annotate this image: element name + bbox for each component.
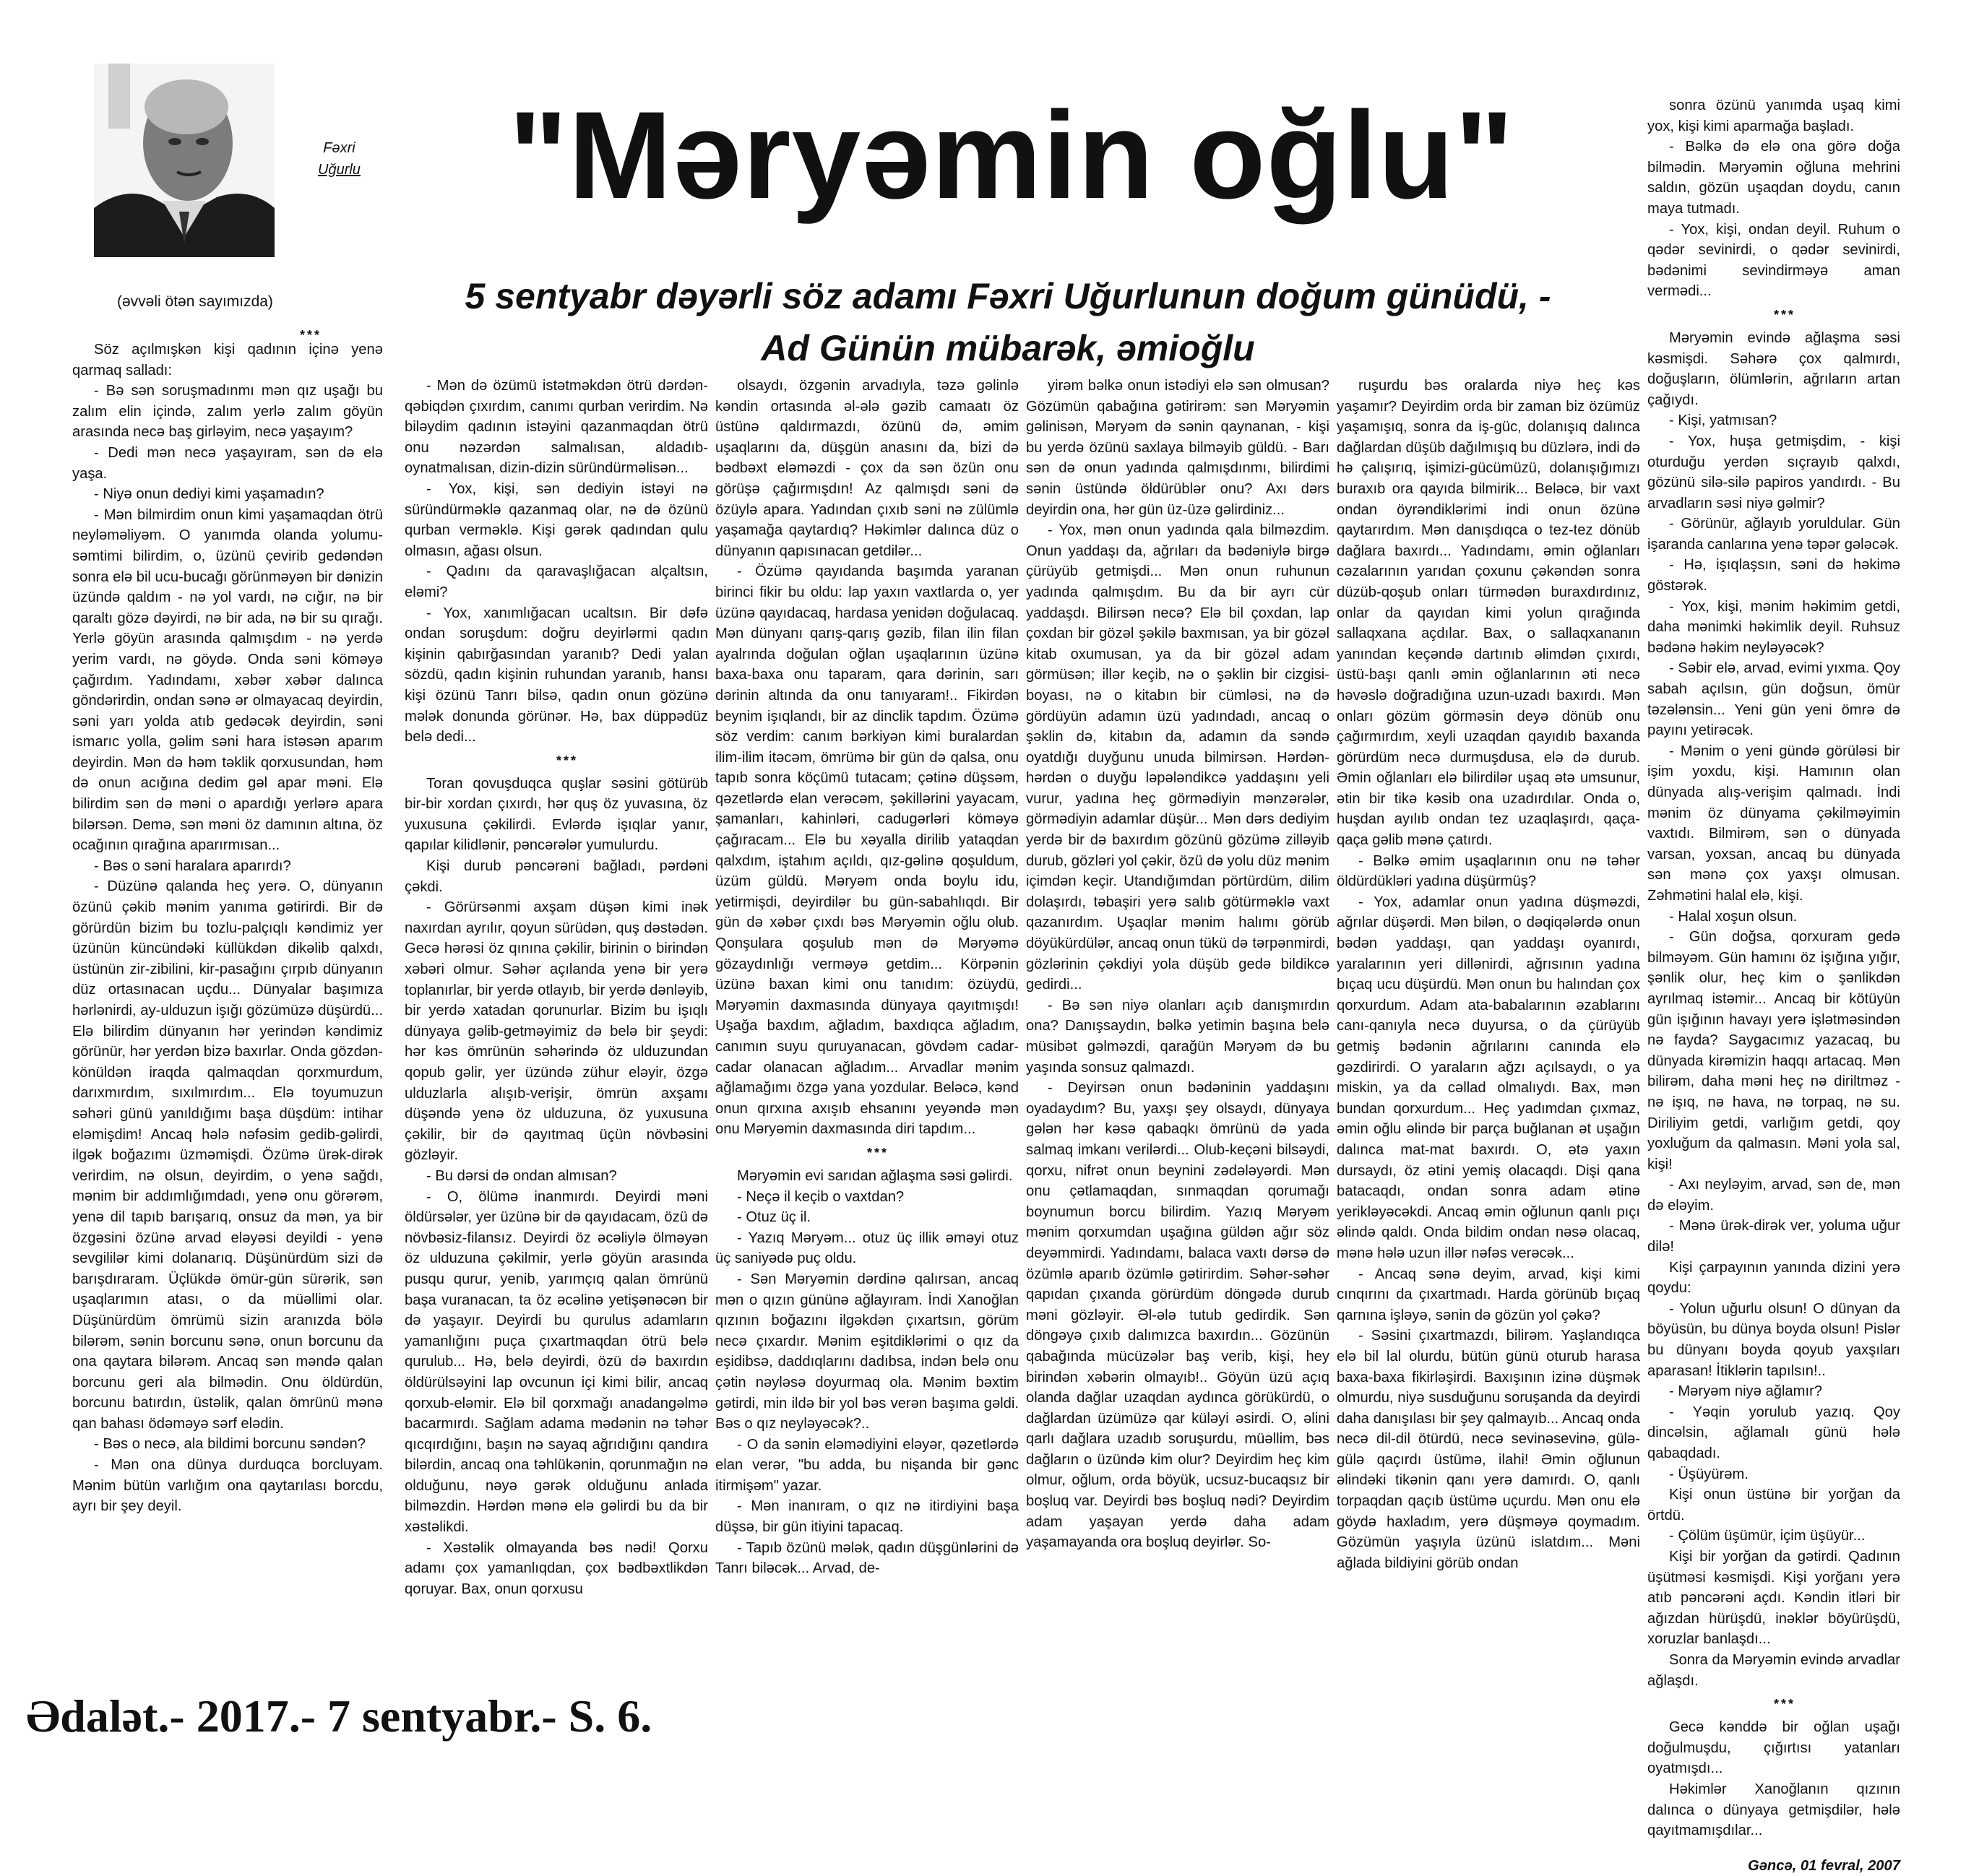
article-paragraph: - Yolun uğurlu olsun! O dünyan da böyüsün, bu dünya boyda olsun! Pislər bu dünyanı boyda qoyub yaxşıları aparasan! İtiklərin tapılsın!.. [1647, 1300, 1900, 1379]
section-separator: *** [1773, 307, 1795, 322]
article-paragraph: - Halal xoşun olsun. [1669, 908, 1798, 925]
article-paragraph: - Gün doğsa, qorxuram gedə bilməyəm. Gün hamını öz işığına yığır, şənlik olur, heç kim o şənlikdən ayrılmaq istəmir... Ancaq bir kötüyün gün işığının havayı yerə işlətməsindən nə fayda? Saygacımız yazacaq, bu dünyada kirəmizin haqqı artacaq. Mən bilirəm, daha məni heç nə diriltməz - nə işıq, nə hava, nə torpaq, nə su. Diriliyim getdi, varlığım getdi, qoy yoxluğum da qalmasın. Məni yola sal, kişi! [1647, 929, 1900, 1172]
article-paragraph: - Bu dərsi də ondan almısan? [426, 1167, 617, 1184]
article-paragraph: ruşurdu bəs oralarda niyə heç kəs yaşamır? Deyirdim orda bir zaman biz özümüz yaşamışıq, sonra da iş-güc, dolanışıq dalınca dağlardan düşüb dağılmışıq bu düzlərə, indi də hə çalışırıq, işimizi-gücümüzü, dolanışığımızı buraxıb ora qayıda bilmirik... Beləcə, bir vaxt ondan öyrəndiklərimi indi onun özünə qaytarırdım. Mən danışdıqca o tez-tez dönüb dağlara baxırdı... Yadındamı, əmin oğlanları cəzalarının yarıdan çoxunu çəkəndən sonra düzüb-qoşub onları türmədən buraxdırdınız, onlar da qayıdan kimi yolun qırağında sallaqxana açdılar. Bax, o sallaqxananın yanından keçəndə dartınıb əlimdən çıxırdı, üstü-başı qanlı əmin oğlanlarının əti necə həvəslə doğradığına uzun-uzadı baxırdı. Mən onları gözüm görməsin deyə dönüb onu çağırmırdım, xeyli uzaqdan qayıdıb baxanda görürdüm necə durmuşdusa, elə də durub. Əmin oğlanları elə bilirdilər uşaq ətə umsunur, ətin bir tikə kəsib ona uzadırdılar. Onda o, huşdan ayılıb ondan tez uzaqlaşırdı, qaça-qaça gəlib mənə çatırdı. [1337, 378, 1640, 849]
article-paragraph: - Kişi, yatmısan? [1669, 412, 1777, 429]
article-paragraph: - Yox, kişi, mənim həkimim getdi, daha mənimki həkimlik deyil. Ruhsuz bədənə həkim neyləyəcək? [1647, 598, 1900, 656]
article-paragraph: - Bəs o səni haralara aparırdı? [94, 857, 291, 874]
article-paragraph: - Məryəm niyə ağlamır? [1669, 1383, 1823, 1400]
article-signature: Gəncə, 01 fevral, 2007 [1748, 1857, 1900, 1874]
article-paragraph: - Özümə qayıdanda başımda yaranan birinci fikir bu oldu: lap yaxın vaxtlarda o, yer üzünə qayıdacaq, hardasa yenidən doğulacaq. Mən dünyanı qarış-qarış gəzib, filan ilin filan ayalrında doğulan oğlan uşaqlarının üzünə baxa-baxa onu taparam, qara dərinin, sarı dərinin altında da onu tanıyaram!.. Fikirdən beynim işıqlandı, bir az dinclik tapdım. Özümə söz verdim: canım bərkiyən kimi buralardan ilim-ilim itəcəm, ömrümə bir gün də qalsa, onu tapıb sonra köçümü tutacam; çətinə düşsəm, qəzetlərdə elan verəcəm, şəkillərini yayacam, şamanları, kahinləri, cadugərləri köməyə çağıracam... Elə bu xəyalla dirilib yataqdan qalxdım, iştahım açıldı, qız-gəlinə qoşuldum, üzüm güldü. Məryəm onda boylu idu, yetirmişdi, deyirdilər bu gün-sabahlıqdı. Bir gün də xəbər çıxdı bəs Məryəmin oğlu olub. Qonşulara qoşulub mən də Məryəmə gözaydınlığı verməyə getdim... Körpənin üzünə baxan kimi onu tanıdım: özüydü, Məryəmin daxmasında dünyaya qayıtmışdı! Uşağa baxdım, ağladım, baxdıqca ağladım, canımın suyu quruyanacan, gövdəm cadar-cadar olanacan ağladım... Arvadlar mənim ağlamağımı özgə yana yozdular. Beləcə, kənd onun qırxına axışıb ehsanını yeyəndə mən onu Məryəmin daxmasında diri tapdım... [715, 563, 1019, 1138]
article-paragraph: - Düzünə qalanda heç yerə. O, dünyanın özünü çəkib mənim yanıma gətirirdi. Bir də görürdün bizim bu tozlu-palçıqlı kəndimiz yer üzünün küncündəki küllükdən dikəlib qalxdı, üstünün zir-zibilini, kir-pasağını çırpıb dünyanın düz ortasınacan uçdu... Dünyalar başımıza hərlənirdi, ay-ulduzun işığı gözümüzə düşürdü... Elə bilirdim dünyanın hər yerindən kəndimiz görünür, hər yerdən bizə baxırlar. Onda gözdən-könüldən iraqda qalmaqdan qorxmurdum, darıxmırdım, sıxılmırdım... Elə toyumuzun səhəri günü yanıldığımı başa düşdüm: intihar eləmişdim! Ancaq hələ nəfəsim gedib-gəlirdi, ilgək boğazımı üzməmişdi. Özümə ürək-dirək verirdim, nə olsun, deyirdim, o yenə sağdı, mənim bir addımlığımdadı, yenə onu görərəm, yenə dil tapıb barışarıq, onsuz da mən, ya bir özgəsini özünə arvad eləyəsi deyildi - yenə sevgililər kimi dolanarıq. Düşünürdüm sizi də barışdıraram. Üçlükdə ömür-gün sürərik, sən uşaqlarımın atası, o da müəllimi olar. Düşünürdüm ömrümü sizin aranızda bölə bilərəm, sənin borcunu sənə, onun borcunu da ona qaytara bilərəm. Ancaq sən məndə qalan borcunu geri ala bilmədin. Onu öldürdün, borcunu batırdın, üstəlik, qalan ömrünü mənə qan bahası ödəməyə sərf elədin. [72, 878, 383, 1432]
section-separator: *** [299, 328, 322, 342]
article-paragraph: - Yazıq Məryəm... otuz üç illik əməyi otuz üç saniyədə puç oldu. [715, 1229, 1019, 1267]
author-photo [94, 64, 275, 257]
author-first-name: Fəxri [323, 140, 355, 156]
article-paragraph: - Mən inanıram, o qız nə itirdiyini başa düşsə, bir gün itiyini tapacaq. [715, 1498, 1019, 1536]
article-paragraph: - O, ölümə inanmırdı. Deyirdi məni öldürsələr, yer üzünə bir də qayıdacam, özü də növbəsiz-filansız. Deyirdi öz əcəliylə ölməyən öz ulduzuna çəkilmir, yerlə göyün arasında pusqu qurur, yenib, yarımçıq qalan ömrünü başa vuranacan, ta öz əcəlinə yetişənəcən bir də yaşayır. Deyirdi bu qurulus adamların yamanlığını puça çıxartmaqdan ötrü belə qurulub... Hə, belə deyirdi, özü də baxırdın öldürülsəyini lap ovcunun içi kimi bilir, ancaq qorxub-eləmir. Elə bil qorxmağı anadangəlmə bacarmırdı. Sağlam adama mədənin nə təhər qıcqırdığını, başın nə sayaq ağrıdığını qandıra bilərdin, ancaq ona təhlükənin, qorunmağın nə olduğunu, nəyə gərək olduğunu anlada bilməzdin. Hərdən mənə elə gəlirdi bu da bir xəstəlikdi. [405, 1188, 708, 1536]
article-paragraph: - Niyə onun dediyi kimi yaşamadın? [94, 486, 324, 503]
article-paragraph: - Xəstəlik olmayanda bəs nədi! Qorxu adamı çox yamanlıqdan, çox bədbəxtlikdən qoruyar. Bax, onun qorxusu [405, 1539, 708, 1597]
article-paragraph: Kişi onun üstünə bir yorğan da örtdü. [1647, 1487, 1900, 1523]
article-paragraph: - Neçə il keçib o vaxtdan? [737, 1188, 905, 1205]
article-column-4 [1026, 376, 1329, 1647]
subtitle-line-2: Ad Günün mübarək, əmioğlu [761, 328, 1255, 368]
article-paragraph: yirəm bəlkə onun istədiyi elə sən olmusan? Gözümün qabağına gətirirəm: sən Məryəmin gəlinisən, Məryəm də sənin qaynanan, - kişi bu yerdə özünü saxlaya bilməyib güldü. - Barı sən də onun yadında qalmışdınmı, bilirdimi sənin üstündə öldürüblər onu? Axı dərs deyirdin ona, hər gün üz-üzə gəlirdiniz... [1026, 378, 1329, 518]
author-last-name: Uğurlu [318, 162, 361, 178]
section-separator: *** [866, 1145, 889, 1160]
article-paragraph: sonra özünü yanımda uşaq kimi yox, kişi kimi aparmağa başladı. [1647, 98, 1900, 134]
author-byline [318, 137, 361, 181]
article-paragraph: - Hə, işıqlaşsın, səni də həkimə göstərək. [1647, 557, 1900, 595]
article-subtitle [462, 270, 1553, 374]
article-column-2 [405, 376, 708, 1647]
article-paragraph: - Bə sən niyə olanları açıb danışmırdın ona? Danışsaydın, bəlkə yetimin başına belə müsibət gəlməzdi, qarağün Məryəm də bu yaşında sonsuz qalmazdı. [1026, 997, 1329, 1076]
article-paragraph: - Tapıb özünü mələk, qadın düşgünlərini də Tanrı biləcək... Arvad, de- [715, 1539, 1019, 1577]
article-paragraph: Söz açılmışkən kişi qadının içinə yenə qarmaq salladı: [72, 342, 383, 379]
article-paragraph: - Görürsənmi axşam düşən kimi inək naxırdan ayrılır, qoyun sürüdən, quş dəstədən. Gecə hərəsi öz qınına çəkilir, birinin o birindən xəbəri olmur. Səhər açılanda yenə bir yerə toplanırlar, bir yerdə otlayıb, bir yerdə dənləyib, bir yerdə xatadan qorunurlar. Bizim bu işıqlı dünyaya gəlib-getməyimiz də belə bir şeydi: hər kəs ömrünün səhərində öz ulduzundan qopub gəlir, yer üzündə zühur eləyir, özgə ulduzlarla alışıb-verişir, ömrün axşamı düşəndə yenə öz ulduzuna, öz yuxusuna çəkilir, bir də qayıtmaq üçün növbəsini gözləyir. [405, 899, 708, 1164]
article-paragraph: Kişi durub pəncərəni bağladı, pərdəni çəkdi. [405, 858, 708, 895]
article-paragraph: - Ancaq sənə deyim, arvad, kişi kimi cınqırını da çıxartmadı. Harda görünüb bıçaq qarnına işləyə, sənin də gözün yol çəkə? [1337, 1266, 1640, 1323]
publication-source: Ədalət.- 2017.- 7 sentyabr.- S. 6. [26, 1690, 652, 1742]
article-paragraph: Kişi bir yorğan da gətirdi. Qadının üşütməsi kəsmişdi. Kişi yorğanı yerə atıb pəncərəni açdı. Kəndin itləri bir ağızdan hürüşdü, inəklər böyürüşdü, xoruzlar banlaşdı... [1647, 1548, 1900, 1648]
article-paragraph: - Yox, mən onun yadında qala bilməzdim. Onun yaddaşı da, ağrıları da bədəniylə birgə çürüyüb getmişdi... Mən onun ruhunun yadında qalmışdım. Bu da bir ayrı cür yaddaşdı. Bilirsən necə? Elə bil çoxdan, lap çoxdan bir gözəl şəkilə baxmısan, ya bir gözəl kitab oxumusan, ya da bir gözəl adam görmüsən; illər keçib, nə o şəklin bir cizgisi-boyası, nə o kitabın bir cümləsi, nə də gördüyün adamın üzü yadındadı, ancaq o şəklin də, kitabın da, adamın da səndə oyatdığı duyğunu unuda bilmirsən. Hərdən-hərdən o duyğu ləpələndikcə yaddaşını yeli vurur, yadına heç görmədiyin mənzərələr, görmədiyin adamlar düşür... Mən dərs dediyim yerdə bir də baxırdım gözünü gözümə zilləyib durub, gözləri yol çəkir, özü də yolu düz mənim içimdən keçir. Utandığımdan pörtürdüm, dilim dolaşırdı, təbaşiri yerə salıb götürməklə vaxt qazanırdım. Uşaqlar mənim halımı görüb döyükürdülər, ancaq onun tükü də tərpənmirdi, gözlərinin çəkdiyi yola düşüb gedə bildikcə gedirdi... [1026, 522, 1329, 993]
article-column-5 [1337, 376, 1640, 1647]
article-paragraph: - Görünür, ağlayıb yoruldular. Gün işaranda canlarına yenə təpər gələcək. [1647, 516, 1900, 553]
section-separator: *** [556, 753, 578, 768]
article-paragraph: - Otuz üç il. [737, 1209, 811, 1226]
article-paragraph: - Mənə ürək-dirək ver, yoluma uğur dilə! [1647, 1218, 1900, 1255]
article-paragraph: Sonra da Məryəmin evində arvadlar ağlaşdı. [1647, 1651, 1900, 1689]
article-paragraph: - Yox, adamlar onun yadına düşməzdi, ağrılar düşərdi. Mən bilən, o dəqiqələrdə onun bədən yaddaşı, qan yaddaşı oyanırdı, yaralarının yeri dillənirdi, ağrısının yadına bıçaq ucu düşürdü. Mən onun bu halından çox qorxurdum. Adam ata-babalarının əzablarını canı-qanıyla necə duyursa, o da çürüyüb getmiş bədənin ağrılarını canında elə gəzdirirdi. O yaraların ağzı açılsaydı, o ya miskin, ya da cəllad olmalıydı. Bax, mən bundan qorxurdum... Heç yadımdan çıxmaz, əmin oğlu əlində bir parça buğlanan ət uşağın dalınca mat-mat baxırdı. O, ətə yaxın dursaydı, öz ətini yemiş olacaqdı. Dişi qana batacaqdı, ondan sonra adam ətinə yerikləyəcəkdi. Ancaq əmin oğlunun qanlı pıçı əlində qaldı. Onda bildim ondan nəsə olacaq, mənə hələ uzun illər nəfəs verəcək... [1337, 894, 1640, 1261]
article-title: "Məryəmin oğlu" [509, 86, 1514, 225]
article-paragraph: - Bə sən soruşmadınmı mən qız uşağı bu zalım elin içində, zalım yerlə zalım göyün arasında necə baş girləyim, necə yaşayım? [72, 383, 383, 441]
article-paragraph: - Qadını da qaravaşlığacan alçaltsın, eləmi? [405, 563, 708, 600]
section-separator: *** [1773, 1697, 1795, 1712]
article-paragraph: Kişi çarpayının yanında dizini yerə qoydu: [1647, 1259, 1900, 1297]
article-paragraph: - Üşüyürəm. [1669, 1466, 1749, 1482]
article-paragraph: - Mən ona dünya durduqca borcluyam. Mənim bütün varlığım ona qaytarılası borcdu, ayrı bir şey deyil. [72, 1457, 383, 1515]
article-paragraph: - Mənim o yeni gündə görüləsi bir işim yoxdu, kişi. Hamının olan dünyada alış-verişim qalmadı. İndi mənim öz dünyama çəkilməyimin vaxtıdı. Bilmirəm, sən o dünyada varsan, yoxsan, ancaq bu dünyada sən mənə çox yaxşı olmusan. Zəhmətini halal elə, kişi. [1647, 743, 1900, 904]
article-column-3 [715, 376, 1019, 1647]
article-paragraph: - Yox, xanımlığacan ucaltsın. Bir dəfə ondan soruşdum: doğru deyirlərmi qadın kişinin qabırğasından yaranıb? Dedi yalan sözdü, qadın kişinin ruhundan yaranıb, hansı kişi özünü Tanrı bilsə, qadın onun gözünə mələk donunda görünər. Hə, bax düppədüz belə dedi... [405, 605, 708, 745]
article-column-6 [1647, 95, 1900, 1874]
article-paragraph: Həkimlər Xanoğlanın qızının dalınca o dünyaya getmişdilər, hələ qayıtmamışdılar... [1647, 1781, 1900, 1839]
article-paragraph: - Dedi mən necə yaşayıram, sən də elə yaşa. [72, 444, 383, 482]
article-paragraph: - Səsini çıxartmazdı, bilirəm. Yaşlandıqca elə bil lal olurdu, bütün günü oturub harasa baxa-baxa fikirləşirdi. Baxışının izinə düşmək olmurdu, niyə susduğunu soruşanda da deyirdi daha danışılası bir şey qalmayıb... Ancaq onda necə dil-dil ötürdü, necə sevinəsevinə, gülə-gülə qaçırdı üstümə, ilahi! Əmin oğlunun əlindəki tikənin qanı yerə damırdı. O, qanlı torpaqdan qaçıb üstümə uçurdu. Mən onu elə göydə haxladım, yerə düşməyə qoymadım. Gözümün yaşıyla üzünü islatdım... Məni ağlada bildiyini görüb ondan [1337, 1328, 1640, 1571]
article-paragraph: - Səbir elə, arvad, evimi yıxma. Qoy sabah açılsın, gün doğsun, ömür təzələnsin... Yeni gün yeni ömrə də payını yetirəcək. [1647, 660, 1900, 739]
article-paragraph: - Bəs o necə, ala bildimi borcunu səndən? [94, 1436, 366, 1453]
author-portrait-image [94, 64, 275, 257]
article-paragraph: Gecə kənddə bir oğlan uşağı doğulmuşdu, çığırtısı yatanları oyatmışdı... [1647, 1719, 1900, 1777]
article-paragraph: - Yəqin yorulub yazıq. Qoy dincəlsin, ağlamalı günü hələ qabaqdadı. [1647, 1404, 1900, 1461]
article-paragraph: - Deyirsən onun bədəninin yaddaşını oyadaydım? Bu, yaxşı şey olsaydı, dünyaya gələn hər kəsə qabaqkı ömrünü də yada salmaq imkanı verilərdi... Olub-keçəni bilsəydi, qorxu, nifrət onun beynini zədələyərdi. Mən onu çətlamaqdan, sınmaqdan qorumağı boynumun borcu bilirdim. Yazıq Məryəm mənim qorxumdan uşağına güldən ağır söz deyəmmirdi. Yadındamı, balaca vaxtı dərsə də özümlə aparıb özümlə gətirirdim. Səhər-səhər qapıdan çıxanda görürdüm döngədə durub məni gözləyir. Əl-ələ tutub gedirdik. Sən döngəyə çıxıb dalımızca baxırdın... Gözünün qabağında mücüzələr baş verib, kişi, hey birindən xəbərin olmayıb!.. Göyün üzü açıq olanda dağlar uzaqdan aydınca görükürdü, o dağlardan üzümüzə qar küləyi əsirdi. O, əlini qarlı dağlara uzadıb soruşurdu, müəllim, bəs dağların o üzündə kim olur? Deyirdim heç kim olmur, oğlum, orda böyük, ucsuz-bucaqsız bir boşluq var. Deyirdi bəs boşluq nədi? Deyirdim adam yaşayan yerdə daha adam yaşamayanda ora boşluq deyirlər. So- [1026, 1080, 1329, 1551]
article-column-1 [72, 340, 383, 1647]
article-paragraph: - Yox, huşa getmişdim, - kişi oturduğu yerdən sıçrayıb qalxdı, gözünü silə-silə papiros yandırdı. - Bu arvadların səsi niyə gəlmir? [1647, 433, 1900, 511]
subtitle-line-1: 5 sentyabr dəyərli söz adamı Fəxri Uğurlunun doğum günüdü, - [465, 276, 1551, 316]
article-paragraph: - Bəlkə də elə ona görə doğa bilmədin. Məryəmin oğluna mehrini saldın, gözün uşaqdan doydu, canın maya tutmadı. [1647, 139, 1900, 217]
article-paragraph: - Çölüm üşümür, içim üşüyür... [1669, 1528, 1866, 1544]
continued-note: (əvvəli ötən sayımızda) [117, 293, 273, 310]
article-paragraph: - Mən də özümü istətməkdən ötrü dərdən-qəbiqdən çıxırdım, canımı qurban verirdim. Nə biləydim qadının istəyini qazanmaqdan ötrü onu nəzərdən salmalısan, aldadıb-oynatmalısan, dizin-dizin süründürməlisən... [405, 378, 708, 477]
article-paragraph: - Yox, kişi, sən dediyin istəyi nə süründürməklə qazanmaq olar, nə də özünü qurban verməklə. Kişi gərək qadından qulu olmasın, ağası olsun. [405, 480, 708, 559]
article-paragraph: olsaydı, özgənin arvadıyla, təzə gəlinlə kəndin ortasında əl-ələ gəzib camaatı öz üstünə qaldırmazdı, özünü də, əmim uşaqlarını da, düşgün anasını da, bizi də bədbəxt eləməzdi - çox da sən özün onu görüşə çağırmışdın! Az qalmışdı səni də özüylə apara. Yadından çıxıb səni nə zülümlə yaşamağa qaytardıq? Həkimlər dalınca düz o dünyanın qapısınacan getdilər... [715, 378, 1019, 559]
article-paragraph: Məryəmin evində ağlaşma səsi kəsmişdi. Səhərə çox qalmırdı, doğuşların, ölümlərin, ağrıların artan çağıydı. [1647, 329, 1900, 408]
article-paragraph: Toran qovuşduqca quşlar səsini götürüb bir-bir xordan çıxırdı, hər quş öz yuvasına, öz yuxusuna çəkilirdi. Evlərdə işıqlar yanır, qapılar kilidlənir, pəncərələr yumulurdu. [405, 775, 708, 854]
article-paragraph: - O da sənin eləmədiyini eləyər, qəzetlərdə elan verər, "bu adda, bu nişanda bir gənc itirmişəm" yazar. [715, 1436, 1019, 1494]
article-paragraph: - Axı neyləyim, arvad, sən de, mən də eləyim. [1647, 1177, 1900, 1214]
article-paragraph: - Sən Məryəmin dərdinə qalırsan, ancaq mən o qızın gününə ağlayıram. İndi Xanoğlan qızının boğazını ilgəkdən çıxartsın, görüm necə çıxardır. Mənim eşitdiklərimi o qız da eşidibsə, daddıqlarını dadıbsa, indən belə onu çətin nəyləsə doyurmaq ola. Mənim bəxtim gətirdi, min ildə bir yol bəs verən başıma gəldi. Bəs o qız neyləyəcək?.. [715, 1271, 1019, 1432]
article-paragraph: Məryəmin evi sarıdan ağlaşma səsi gəlirdi. [737, 1167, 1013, 1184]
article-paragraph: - Mən bilmirdim onun kimi yaşamaqdan ötrü neyləməliyəm. O yanımda olanda yolumu-səmtimi bilirdim, o, üzünü çevirib gedəndən sonra elə bil ucu-bucağı görünməyən bir dənizin üzündə qaldım - nə yol vardı, nə cığır, nə bir qaraltı gözə dəyirdi, nə bir ada, nə bir su qırağı. Yerlə göyün arasında qalmışdım - nə yerdə yerim vardı, nə göydə. Onda səni köməyə çağırdım. Yadındamı, xəbər xəbər dalınca göndərirdin, ondan sənə ər olmayacaq deyirdin, səni yarı yolda atıb gedəcək deyirdin, səni ismarıc yolla, gəlim səni hara istəsən aparım deyirdin. Mən də həm təklik qorxusundan, həm də onun acığına dedim gəl apar məni. Elə bilirdim sən də məni o apardığı yerlərə apara bilərsən. Demə, sən məni öz damının altına, öz ocağının qırağına aparırmısan... [72, 506, 383, 854]
article-paragraph: - Yox, kişi, ondan deyil. Ruhum o qədər sevinirdi, o qədər sevinirdi, bədənimi sevindirməyə aman vermədi... [1647, 221, 1900, 300]
article-paragraph: - Bəlkə əmim uşaqlarının onu nə təhər öldürdükləri yadına düşürmüş? [1337, 852, 1640, 890]
